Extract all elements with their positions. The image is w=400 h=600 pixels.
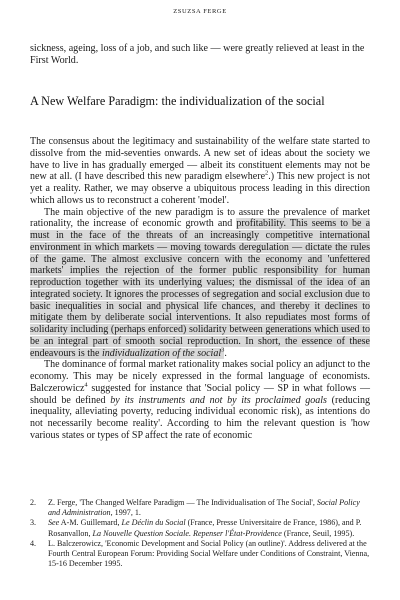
- section-heading: A New Welfare Paradigm: the individualization of the social: [30, 94, 325, 108]
- footnote-book-title: Le Déclin du Social: [121, 518, 186, 528]
- paragraph-3: [30, 359, 370, 441]
- footnote-text-plain: Z. Ferge, 'The Changed Welfare Paradigm — The Individualisation of The Social',: [48, 498, 317, 507]
- footnote-text-c: (France, Seuil, 1995).: [281, 528, 355, 538]
- footnote-text: [48, 498, 370, 518]
- footnote-see: See: [48, 518, 60, 528]
- footnote-ref-3[interactable]: 3: [221, 346, 225, 354]
- footnote-text: [48, 518, 370, 538]
- footnote-text-b: (France, Presse Universitaire de France, 1986), and P. Rosanvallon,: [48, 518, 362, 538]
- footnote-text: L. Balczerowicz, 'Economic Development and Social Policy (an outline)'. Address delivered at the Fourth Central European Forum: Providing Social Welfare under Conditions of Constraint, Vienna, 15-16 December 1995.: [48, 538, 370, 569]
- footnote-2: [30, 498, 370, 518]
- footnote-text-a: A-M. Guillemard,: [59, 518, 122, 528]
- footnotes: [30, 498, 370, 569]
- footnote-number: 2.: [30, 498, 37, 507]
- footnote-text-end: , 1997, 1.: [110, 508, 141, 518]
- footnote-number: 3.: [30, 518, 37, 528]
- footnote-3: [30, 518, 370, 538]
- running-head: ZSUZSA FERGE: [173, 8, 227, 15]
- paragraph-1: [30, 136, 370, 207]
- paragraph-3-text-c: (reducing inequality, alleviating poverty, reducing individual economic risk), as intentions do not necessarily become reality'. According to him the relevant question is 'how various states or types of SP affect the rate of economic: [30, 394, 370, 441]
- footnote-book-title: La Nouvelle Question Sociale. Repenser l'État-Providence: [92, 528, 282, 538]
- highlighted-text: profitability. This seems to be a must in the face of the threats of an increasingly competitive international environment in which markets — moving towards deregulation — dictate the rules of the game. The almost exclusive concern with the economy and 'unfettered markets' implies the rejection of the former public responsibility for human reproduction together with its underlying values; the dismissal of the idea of an integrated society. It ignores the processes of segregation and social exclusion due to basic inequalities in social and physical life chances, and thereby it declines to mitigate them by deliberate social interventions. It also repudiates most forms of solidarity including (perhaps enforced) solidarity between generations which used to be an integral part of smooth social reproduction. In short, the essence of these endeavours is the: [30, 218, 371, 359]
- footnote-ref-2[interactable]: 2: [265, 169, 269, 177]
- footnote-number: 4.: [30, 538, 37, 548]
- paragraph-3-text: The dominance of formal market rationality makes social policy an adjunct to the economy. This may be nicely expressed in the formal language of economists. Balczerowicz: [30, 359, 371, 394]
- emphasis-text: individualization of the social: [101, 347, 222, 359]
- paragraph-1-text: The consensus about the legitimacy and sustainability of the welfare state started to dissolve from the mid-seventies onwards. A new set of ideas about the society we have to live in has gradually emerged — albeit its constituent elements may not be new at all. (I have described this new paradigm elsewhere: [30, 136, 370, 183]
- footnote-journal-title: Social Policy and Administration: [48, 498, 360, 518]
- paragraph-1-text-end: .) This new project is not yet a reality. Rather, we may observe a ubiquitous process leading in this direction which allows us to reconstruct a coherent 'model'.: [30, 171, 370, 206]
- footnote-ref-4[interactable]: 4: [84, 381, 88, 389]
- intro-paragraph: sickness, ageing, loss of a job, and such like — were greatly relieved at least in the First World.: [30, 43, 365, 67]
- emphasis-text: by its instruments and not by its proclaimed goals: [110, 394, 327, 406]
- footnote-4: [30, 539, 370, 570]
- paragraph-2-text: The main objective of the new paradigm is to assure the prevalence of market rationality, the increase of economic growth and: [30, 206, 370, 230]
- paragraph-3-text-b: suggested for instance that 'Social policy — SP in what follows — should be defined: [30, 382, 370, 406]
- paragraph-2: [30, 207, 370, 360]
- paragraph-2-end: .: [224, 347, 227, 359]
- highlighted-passage: [30, 218, 370, 358]
- body-text: [30, 136, 370, 442]
